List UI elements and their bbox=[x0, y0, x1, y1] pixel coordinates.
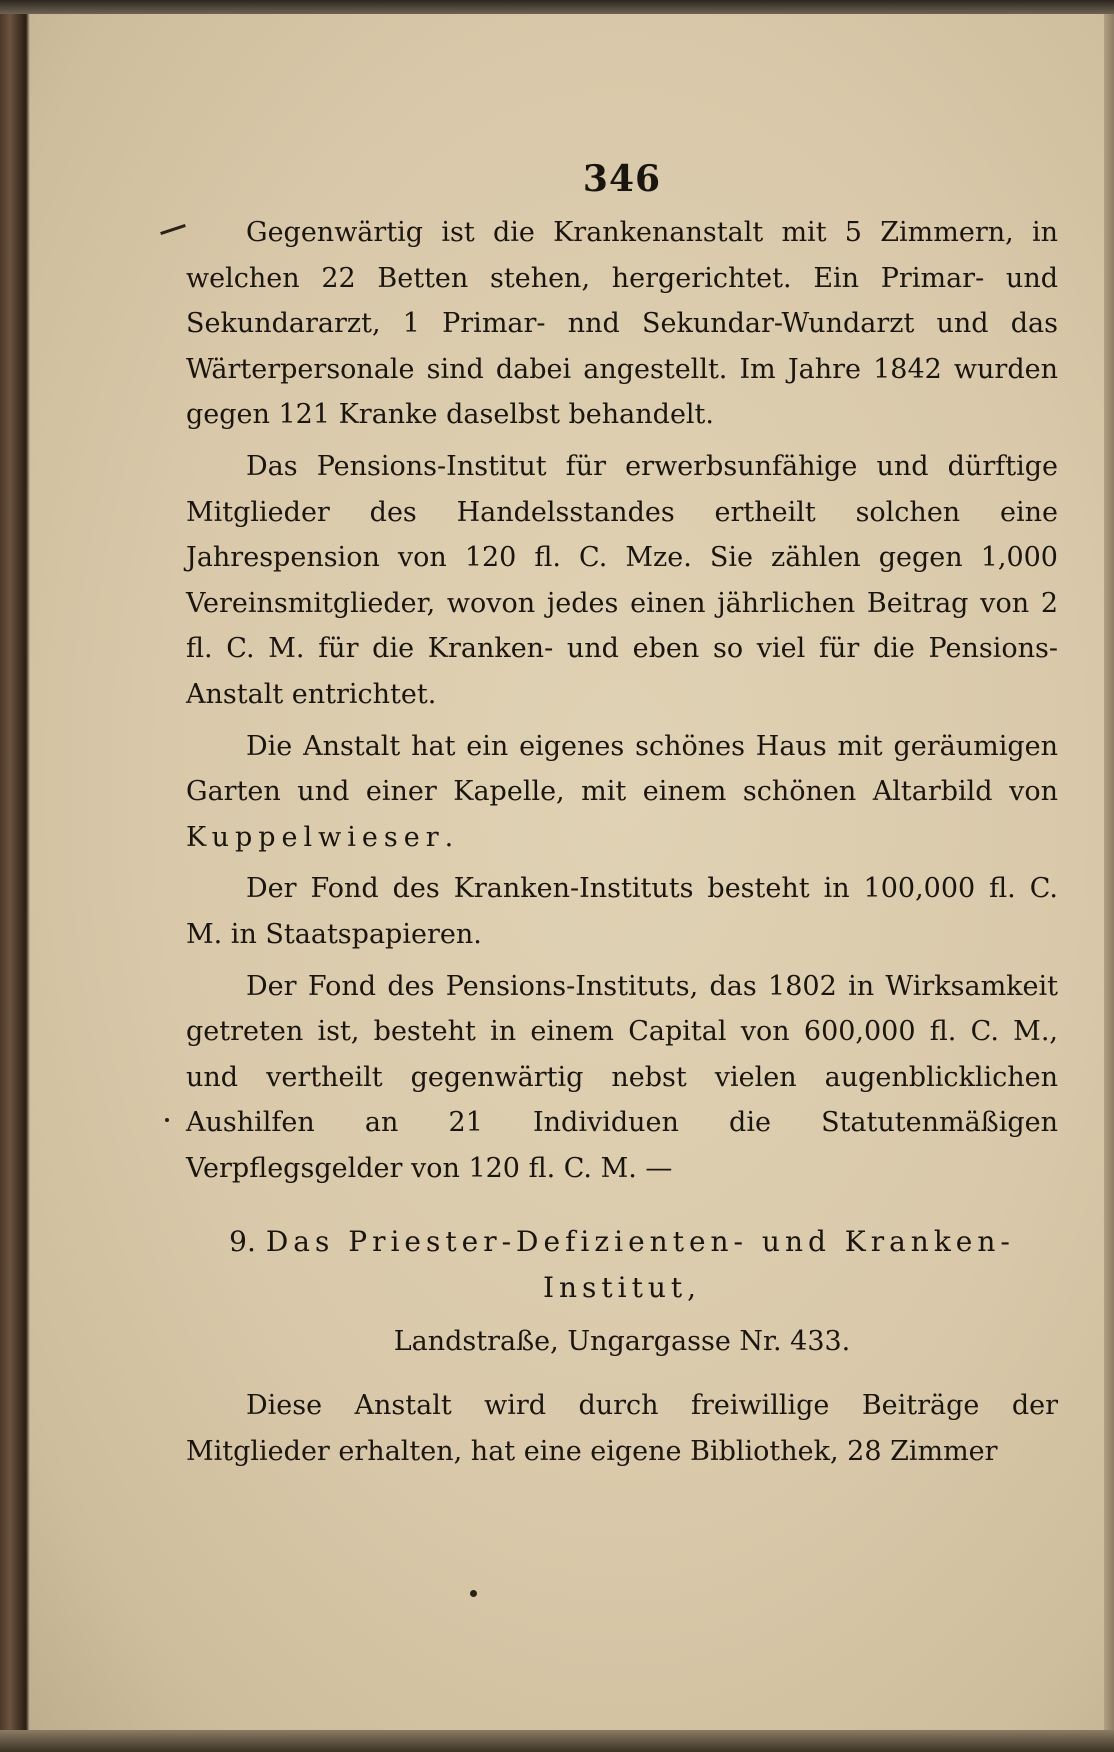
page-content bbox=[186, 150, 1058, 1481]
ink-dot bbox=[470, 1590, 477, 1597]
paragraph-pension-fund: Der Fond des Pensions-Instituts, das 1802 in Wirksamkeit getreten ist, besteht in einem Capital von 600,000 fl. C. M., und vertheilt gegenwärtig nebst vielen augenblicklichen Aushilfen an 21 Individuen die Statutenmäßigen Verpflegsgelder von 120 fl. C. M. — bbox=[186, 970, 1058, 1184]
artist-name: Kuppelwieser bbox=[186, 821, 445, 853]
paragraph-pension-institute: Das Pensions-Institut für erwerbsunfähige und dürftige Mitglieder des Handelsstandes ertheilt solchen eine Jahrespension von 120 fl. C. Mze. Sie zählen gegen 1,000 Vereinsmitglieder, wovon jedes einen jährlichen Beitrag von 2 fl. C. M. für die Kranken- und eben so viel für die Pensions-Anstalt entrichtet. bbox=[186, 450, 1058, 710]
paragraph-building: Die Anstalt hat ein eigenes schönes Haus mit geräumigen Garten und einer Kapelle, mit einem schönen Altarbild von Kuppelwieser. bbox=[186, 730, 1058, 853]
section-heading bbox=[186, 1219, 1058, 1311]
ink-dot bbox=[165, 1118, 169, 1122]
bottom-edge bbox=[0, 1730, 1114, 1752]
paragraph-building-text: Die Anstalt hat ein eigenes schönes Haus mit geräumigen Garten und einer Kapelle, mit einem schönen Altarbild von bbox=[186, 730, 1058, 808]
section-address: Landstraße, Ungargasse Nr. 433. bbox=[393, 1326, 851, 1358]
paragraph-hospital-fund: Der Fond des Kranken-Instituts besteht in 100,000 fl. C. M. in Staatspapieren. bbox=[186, 873, 1058, 950]
top-edge bbox=[0, 0, 1114, 14]
page-number: 346 bbox=[582, 158, 662, 200]
paragraph-section-intro: Diese Anstalt wird durch freiwillige Beiträge der Mitglieder erhalten, hat eine eigene Bibliothek, 28 Zimmer bbox=[186, 1390, 1058, 1468]
section-title: Das Priester-Defizienten- und Kranken-Institut, bbox=[265, 1225, 1015, 1305]
paragraph-hospital-rooms: Gegenwärtig ist die Krankenanstalt mit 5 Zimmern, in welchen 22 Betten stehen, hergerichtet. Ein Primar- und Sekundararzt, 1 Primar- nnd Sekundar-Wundarzt und das Wärterpersonale sind dabei angestellt. Im Jahre 1842 wurden gegen 121 Kranke daselbst behandelt. bbox=[186, 217, 1058, 431]
section-number: 9. bbox=[229, 1225, 256, 1259]
